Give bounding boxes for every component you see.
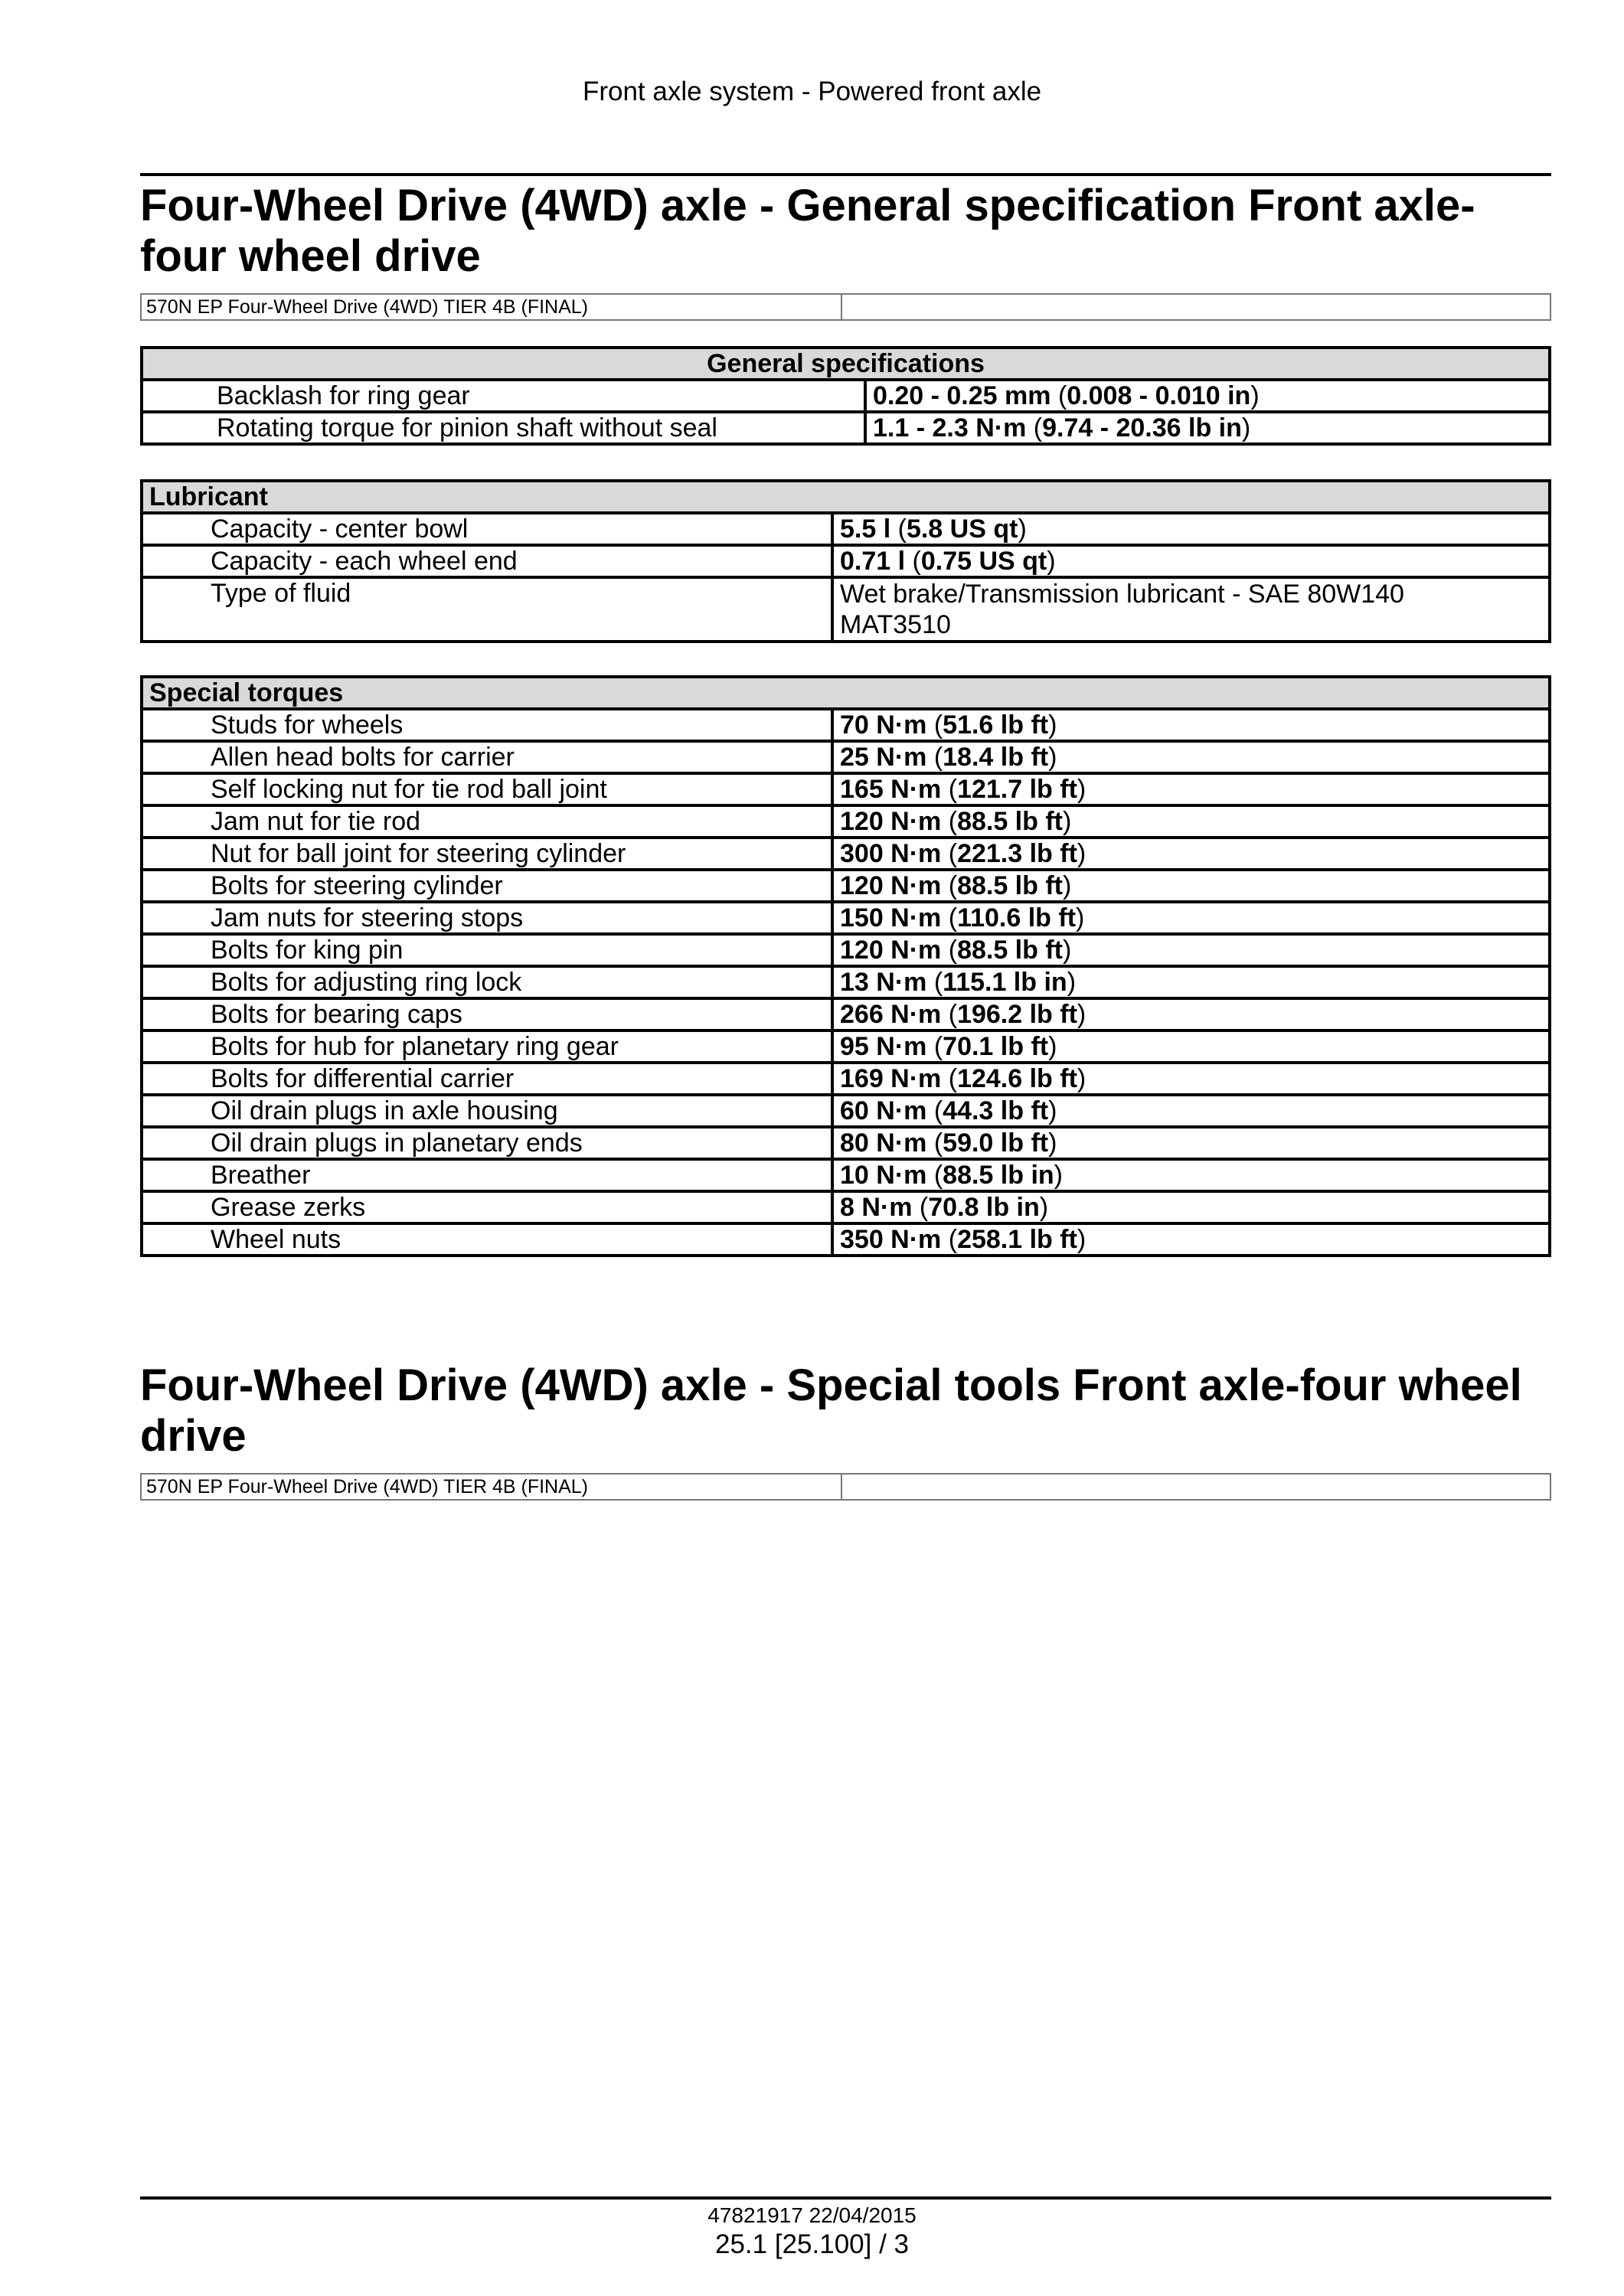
spec-value: 120 N·m (88.5 lb ft): [832, 805, 1550, 838]
spec-value: 266 N·m (196.2 lb ft): [832, 998, 1550, 1030]
spec-label: Wheel nuts: [142, 1223, 832, 1256]
header-rule: [140, 173, 1551, 176]
spec-label: Bolts for steering cylinder: [142, 870, 832, 902]
model-applicability-box: [140, 293, 1551, 321]
spec-value-imperial: 110.6 lb ft: [957, 903, 1077, 932]
spec-value-metric: 70 N·m: [840, 710, 927, 740]
spec-value-metric: 8 N·m: [840, 1193, 913, 1222]
table-row: [142, 902, 1550, 934]
spec-value: 10 N·m (88.5 lb in): [832, 1159, 1550, 1191]
spec-value: 8 N·m (70.8 lb in): [832, 1191, 1550, 1223]
section-title-general-specification: Four-Wheel Drive (4WD) axle - General specification Front axle-four wheel drive: [140, 181, 1475, 281]
model-applicability-label: 570N EP Four-Wheel Drive (4WD) TIER 4B (FINAL): [142, 1475, 842, 1499]
table-row: [142, 966, 1550, 998]
table-row: [142, 870, 1550, 902]
spec-value-imperial: 196.2 lb ft: [957, 1000, 1077, 1029]
spec-value-imperial: 221.3 lb ft: [957, 839, 1077, 868]
spec-value: 0.71 l (0.75 US qt): [832, 545, 1550, 577]
table-heading: Lubricant: [142, 481, 1550, 513]
spec-label: Type of fluid: [142, 577, 832, 642]
spec-value-metric: 150 N·m: [840, 903, 942, 932]
table-row: [142, 1030, 1550, 1063]
spec-value-imperial: 70.8 lb in: [928, 1193, 1040, 1222]
table-row: [142, 741, 1550, 773]
spec-value-imperial: 88.5 lb in: [943, 1161, 1054, 1190]
spec-value: 13 N·m (115.1 lb in): [832, 966, 1550, 998]
spec-label: Rotating torque for pinion shaft without seal: [142, 412, 865, 444]
spec-value-imperial: 18.4 lb ft: [943, 743, 1049, 772]
spec-label: Jam nuts for steering stops: [142, 902, 832, 934]
table-row: [142, 1159, 1550, 1191]
spec-value-metric: 0.20 - 0.25 mm: [873, 381, 1051, 410]
spec-label: Oil drain plugs in planetary ends: [142, 1127, 832, 1159]
running-header: Front axle system - Powered front axle: [582, 77, 1042, 106]
spec-label: Capacity - each wheel end: [142, 545, 832, 577]
table-heading: Special torques: [142, 677, 1550, 709]
spec-value-imperial: 70.1 lb ft: [943, 1032, 1049, 1061]
spec-value-metric: 169 N·m: [840, 1064, 942, 1093]
spec-value-metric: 1.1 - 2.3 N·m: [873, 413, 1027, 443]
table-row: [142, 1223, 1550, 1256]
table-row: [142, 513, 1550, 545]
spec-value-imperial: 51.6 lb ft: [943, 710, 1049, 740]
model-applicability-box: [140, 1473, 1551, 1501]
spec-value-imperial: 9.74 - 20.36 lb in: [1042, 413, 1242, 443]
table-row: [142, 838, 1550, 870]
spec-value-metric: 350 N·m: [840, 1225, 942, 1254]
section-title-special-tools: Four-Wheel Drive (4WD) axle - Special tools Front axle-four wheel drive: [140, 1360, 1522, 1461]
table-heading: General specifications: [142, 348, 1550, 380]
spec-value-imperial: 115.1 lb in: [943, 968, 1067, 997]
spec-value: 60 N·m (44.3 lb ft): [832, 1095, 1550, 1127]
footer-page-number: 25.1 [25.100] / 3: [715, 2229, 909, 2259]
model-applicability-label: 570N EP Four-Wheel Drive (4WD) TIER 4B (FINAL): [142, 295, 842, 319]
spec-value: 25 N·m (18.4 lb ft): [832, 741, 1550, 773]
table-row: [142, 380, 1550, 412]
spec-value-imperial: 258.1 lb ft: [957, 1225, 1077, 1254]
spec-label: Backlash for ring gear: [142, 380, 865, 412]
spec-label: Self locking nut for tie rod ball joint: [142, 773, 832, 805]
spec-label: Bolts for differential carrier: [142, 1063, 832, 1095]
spec-value-imperial: 124.6 lb ft: [957, 1064, 1077, 1093]
spec-label: Oil drain plugs in axle housing: [142, 1095, 832, 1127]
special-torques-table: [140, 675, 1551, 1257]
spec-value-metric: 5.5 l: [840, 514, 891, 544]
spec-value: 95 N·m (70.1 lb ft): [832, 1030, 1550, 1063]
table-row: [142, 805, 1550, 838]
table-row: [142, 412, 1550, 444]
spec-value: 70 N·m (51.6 lb ft): [832, 709, 1550, 741]
spec-label: Studs for wheels: [142, 709, 832, 741]
spec-value: 350 N·m (258.1 lb ft): [832, 1223, 1550, 1256]
spec-value-metric: 120 N·m: [840, 936, 942, 965]
table-row: [142, 998, 1550, 1030]
spec-value-imperial: 5.8 US qt: [906, 514, 1018, 544]
footer-rule: [140, 2196, 1551, 2200]
spec-label: Bolts for adjusting ring lock: [142, 966, 832, 998]
spec-label: Allen head bolts for carrier: [142, 741, 832, 773]
spec-label: Jam nut for tie rod: [142, 805, 832, 838]
spec-label: Bolts for king pin: [142, 934, 832, 966]
table-row: [142, 1095, 1550, 1127]
table-row: [142, 577, 1550, 642]
spec-value-metric: 95 N·m: [840, 1032, 927, 1061]
spec-value: 1.1 - 2.3 N·m (9.74 - 20.36 lb in): [865, 412, 1550, 444]
spec-value-imperial: 44.3 lb ft: [943, 1096, 1049, 1125]
spec-value: 165 N·m (121.7 lb ft): [832, 773, 1550, 805]
table-row: [142, 1063, 1550, 1095]
spec-value-metric: 300 N·m: [840, 839, 942, 868]
spec-label: Bolts for hub for planetary ring gear: [142, 1030, 832, 1063]
spec-value-metric: 60 N·m: [840, 1096, 927, 1125]
spec-value-metric: 120 N·m: [840, 871, 942, 900]
spec-value-imperial: 0.75 US qt: [920, 547, 1047, 576]
spec-value-metric: 266 N·m: [840, 1000, 942, 1029]
spec-value-imperial: 88.5 lb ft: [957, 871, 1063, 900]
lubricant-table: [140, 479, 1551, 643]
spec-value-imperial: 88.5 lb ft: [957, 807, 1063, 836]
spec-value-metric: 25 N·m: [840, 743, 927, 772]
spec-value-metric: 10 N·m: [840, 1161, 927, 1190]
general-specifications-table: [140, 346, 1551, 446]
spec-value: 0.20 - 0.25 mm (0.008 - 0.010 in): [865, 380, 1550, 412]
spec-label: Grease zerks: [142, 1191, 832, 1223]
spec-value-metric: 13 N·m: [840, 968, 927, 997]
table-row: [142, 545, 1550, 577]
footer-document-reference: 47821917 22/04/2015: [707, 2203, 917, 2227]
spec-value: 5.5 l (5.8 US qt): [832, 513, 1550, 545]
spec-value: 120 N·m (88.5 lb ft): [832, 934, 1550, 966]
table-row: [142, 1191, 1550, 1223]
spec-label: Capacity - center bowl: [142, 513, 832, 545]
table-row: [142, 773, 1550, 805]
spec-value-metric: 165 N·m: [840, 775, 942, 804]
spec-value-imperial: 88.5 lb ft: [957, 936, 1063, 965]
spec-value-metric: 120 N·m: [840, 807, 942, 836]
table-row: [142, 709, 1550, 741]
spec-value-imperial: 0.008 - 0.010 in: [1067, 381, 1251, 410]
spec-label: Bolts for bearing caps: [142, 998, 832, 1030]
spec-value: Wet brake/Transmission lubricant - SAE 80W140 MAT3510: [832, 577, 1550, 642]
table-row: [142, 934, 1550, 966]
spec-label: Breather: [142, 1159, 832, 1191]
spec-value: 80 N·m (59.0 lb ft): [832, 1127, 1550, 1159]
spec-value-metric: 80 N·m: [840, 1128, 927, 1158]
spec-value: 120 N·m (88.5 lb ft): [832, 870, 1550, 902]
spec-value: 150 N·m (110.6 lb ft): [832, 902, 1550, 934]
spec-value-imperial: 59.0 lb ft: [943, 1128, 1049, 1158]
spec-value-imperial: 121.7 lb ft: [957, 775, 1077, 804]
spec-value: 169 N·m (124.6 lb ft): [832, 1063, 1550, 1095]
spec-label: Nut for ball joint for steering cylinder: [142, 838, 832, 870]
table-row: [142, 1127, 1550, 1159]
spec-value: 300 N·m (221.3 lb ft): [832, 838, 1550, 870]
spec-value-metric: 0.71 l: [840, 547, 906, 576]
